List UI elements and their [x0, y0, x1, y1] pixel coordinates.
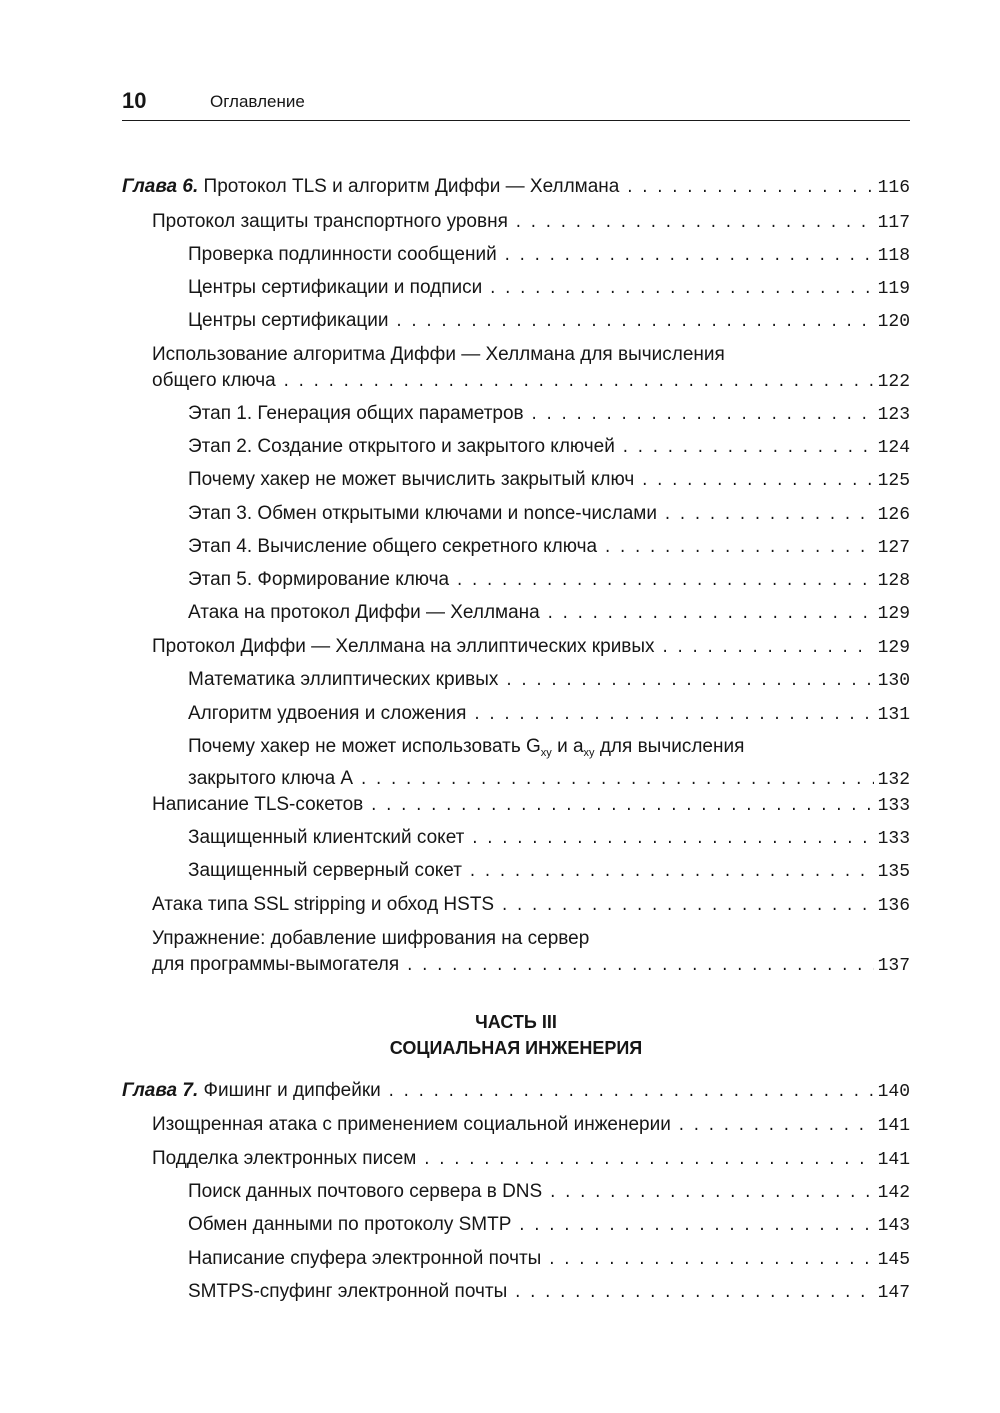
toc-entry-title [122, 174, 619, 200]
toc-entry-title: Защищенный клиентский сокет [188, 827, 465, 848]
toc-entry[interactable] [188, 1246, 910, 1274]
toc-entry-title-line2: для программы-вымогателя [152, 954, 400, 975]
toc-page-number: 119 [877, 279, 910, 299]
running-title: Оглавление [210, 92, 305, 111]
dot-leader [504, 669, 873, 695]
dot-leader [468, 860, 874, 886]
toc-entry-title: Математика эллиптических кривых [188, 669, 499, 690]
toc-entry-title [122, 1078, 381, 1104]
toc-entry-title-line2: общего ключа [152, 370, 276, 391]
title-part: для вычисления [594, 736, 745, 757]
toc-page-number: 124 [877, 438, 910, 458]
toc-entry-title: Атака типа SSL stripping и обход HSTS [152, 894, 495, 915]
toc-entry[interactable] [188, 401, 910, 429]
toc-page-number: 133 [877, 796, 910, 816]
dot-leader [625, 176, 873, 202]
toc-page-number: 129 [877, 638, 910, 658]
subscript: xy [540, 747, 552, 759]
toc-entry[interactable] [188, 275, 910, 303]
toc-entry[interactable] [152, 926, 910, 980]
toc-page-number: 116 [877, 178, 910, 198]
toc-page-number: 130 [877, 671, 910, 691]
toc-entry[interactable] [188, 825, 910, 853]
dot-leader [661, 636, 874, 662]
toc-page-number: 129 [877, 604, 910, 624]
dot-leader [387, 1080, 874, 1106]
toc-entry[interactable] [188, 434, 910, 462]
toc-entry-title: Алгоритм удвоения и сложения [188, 703, 467, 724]
dot-leader [677, 1114, 874, 1140]
toc-entry-title: Этап 4. Вычисление общего секретного ключа [188, 536, 598, 557]
title-part: и a [551, 736, 584, 757]
toc-entry[interactable] [188, 467, 910, 495]
toc-entry[interactable] [152, 209, 910, 237]
toc-page-number: 147 [877, 1283, 910, 1303]
toc-page-number: 128 [877, 571, 910, 591]
dot-leader [455, 569, 873, 595]
toc-entry-title-line1: Использование алгоритма Диффи — Хеллмана для вычисления [152, 344, 725, 365]
toc-entry-title: Протокол Диффи — Хеллмана на эллиптических кривых [152, 636, 655, 657]
toc-chapter-7[interactable] [122, 1078, 910, 1106]
dot-leader [530, 403, 874, 429]
dot-leader [503, 244, 874, 270]
toc-entry-title: Этап 1. Генерация общих параметров [188, 403, 524, 424]
toc-entry-title: Этап 5. Формирование ключа [188, 569, 450, 590]
toc-page-number: 141 [877, 1116, 910, 1136]
chapter-title: Протокол TLS и алгоритм Диффи — Хеллмана [203, 176, 620, 197]
toc-page-number: 125 [877, 471, 910, 491]
toc-entry[interactable] [188, 534, 910, 562]
toc-page-number: 117 [877, 213, 910, 233]
dot-leader [405, 954, 873, 980]
toc-entry-title: Поиск данных почтового сервера в DNS [188, 1181, 543, 1202]
toc-entry-title-line2: закрытого ключа A [188, 768, 354, 789]
title-part: Почему хакер не может использовать G [188, 736, 541, 757]
toc-entry[interactable] [188, 701, 910, 729]
toc-entry[interactable] [188, 667, 910, 695]
toc-entry-title: Написание TLS-сокетов [152, 794, 364, 815]
toc-entry-title: Протокол защиты транспортного уровня [152, 211, 508, 232]
dot-leader [500, 894, 873, 920]
toc-entry[interactable] [188, 1279, 910, 1307]
toc-entry-title: Атака на протокол Диффи — Хеллмана [188, 602, 540, 623]
toc-entry[interactable] [188, 858, 910, 886]
dot-leader [621, 436, 874, 462]
dot-leader [514, 211, 874, 237]
toc-entry-title: Этап 3. Обмен открытыми ключами и nonce-числами [188, 503, 657, 524]
toc-page-number: 145 [877, 1250, 910, 1270]
toc-entry-title-line1 [188, 734, 910, 766]
toc-page-number: 137 [877, 956, 910, 976]
chapter-label: Глава 6. [122, 176, 199, 197]
toc-entry[interactable] [188, 1212, 910, 1240]
dot-leader [472, 703, 873, 729]
toc-entry[interactable] [152, 792, 910, 820]
toc-entry[interactable] [188, 1179, 910, 1207]
toc-chapter-6[interactable] [122, 174, 910, 202]
dot-leader [547, 1248, 873, 1274]
dot-leader [603, 536, 874, 562]
subscript: xy [583, 747, 595, 759]
dot-leader [369, 794, 873, 820]
toc-entry[interactable] [188, 600, 910, 628]
toc-page-number: 135 [877, 862, 910, 882]
dot-leader [470, 827, 873, 853]
dot-leader [395, 310, 874, 336]
toc-entry-title: Центры сертификации [188, 310, 389, 331]
toc-entry[interactable] [152, 342, 910, 396]
toc-page-number: 132 [877, 770, 910, 790]
toc-page-number: 122 [877, 372, 910, 392]
dot-leader [517, 1214, 873, 1240]
toc-entry[interactable] [188, 734, 910, 794]
part-title: СОЦИАЛЬНАЯ ИНЖЕНЕРИЯ [389, 1038, 643, 1058]
toc-entry[interactable] [188, 501, 910, 529]
page-header [122, 86, 910, 121]
toc-page-number: 142 [877, 1183, 910, 1203]
toc-page-number: 120 [877, 312, 910, 332]
dot-leader [513, 1281, 873, 1307]
chapter-label: Глава 7. [122, 1080, 199, 1101]
toc-page-number: 123 [877, 405, 910, 425]
toc-page-number: 133 [877, 829, 910, 849]
toc-entry[interactable] [188, 567, 910, 595]
chapter-title: Фишинг и дипфейки [203, 1080, 381, 1101]
toc-entry-title-line1: Упражнение: добавление шифрования на сервер [152, 928, 590, 949]
toc-entry-title: Почему хакер не может вычислить закрытый ключ [188, 469, 635, 490]
toc-entry-title: Изощренная атака с применением социальной инженерии [152, 1114, 671, 1135]
toc-page-number: 126 [877, 505, 910, 525]
dot-leader [422, 1148, 873, 1174]
toc-entry-title: Защищенный серверный сокет [188, 860, 462, 881]
page-number: 10 [122, 88, 147, 113]
toc-entry[interactable] [152, 892, 910, 920]
dot-leader [359, 768, 874, 794]
toc-entry[interactable] [188, 308, 910, 336]
part-label: ЧАСТЬ III [475, 1012, 557, 1032]
toc-entry-title: Проверка подлинности сообщений [188, 244, 497, 265]
toc-entry-title: Подделка электронных писем [152, 1148, 417, 1169]
toc-entry[interactable] [152, 634, 910, 662]
toc-page-number: 127 [877, 538, 910, 558]
toc-page-number: 118 [877, 246, 910, 266]
dot-leader [663, 503, 874, 529]
toc-entry[interactable] [152, 1146, 910, 1174]
toc-page-number: 131 [877, 705, 910, 725]
toc-entry-title: SMTPS-спуфинг электронной почты [188, 1281, 508, 1302]
toc-page-number: 136 [877, 896, 910, 916]
dot-leader [546, 602, 874, 628]
dot-leader [488, 277, 873, 303]
dot-leader [640, 469, 873, 495]
toc-entry-title: Написание спуфера электронной почты [188, 1248, 542, 1269]
toc-entry-title: Этап 2. Создание открытого и закрытого ключей [188, 436, 615, 457]
toc-page-number: 140 [877, 1082, 910, 1102]
toc-page-number: 143 [877, 1216, 910, 1236]
toc-page-number: 141 [877, 1150, 910, 1170]
toc-entry[interactable] [152, 1112, 910, 1140]
toc-entry-title: Обмен данными по протоколу SMTP [188, 1214, 512, 1235]
dot-leader [282, 370, 874, 396]
toc-entry-title: Центры сертификации и подписи [188, 277, 483, 298]
dot-leader [548, 1181, 873, 1207]
toc-entry[interactable] [188, 242, 910, 270]
